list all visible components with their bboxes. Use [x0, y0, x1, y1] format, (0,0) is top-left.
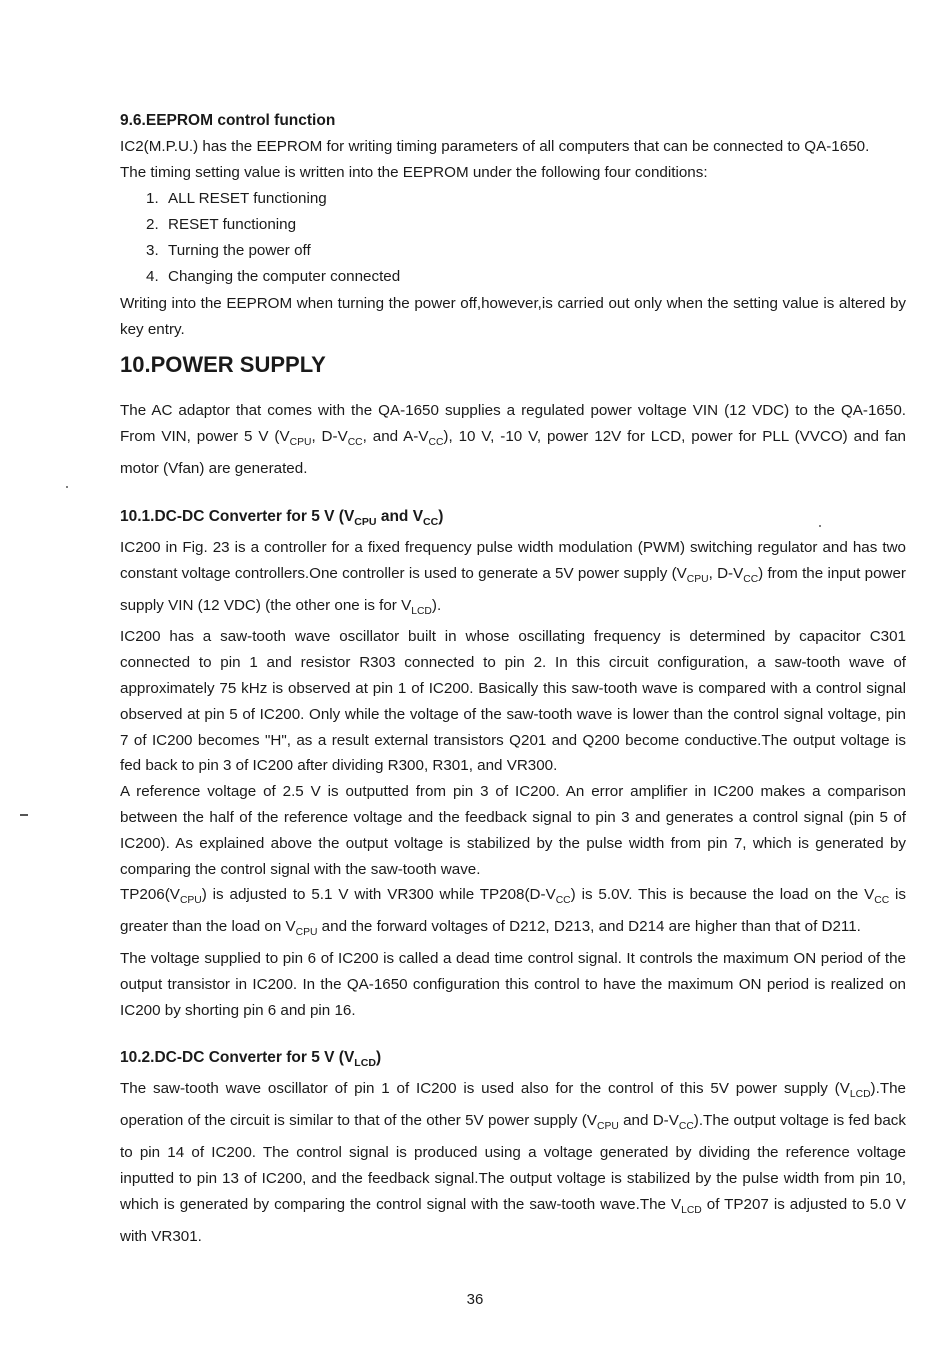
paragraph: IC200 has a saw-tooth wave oscillator built in whose oscillating frequency is determined by capacitor C301 connected to pin 1 and resistor R303 connected to pin 2. In this circuit configuration, a saw-tooth wave of approximately 75 kHz is observed at pin 1 of IC200. Basically this saw-tooth wave is compared with a control signal observed at pin 5 of IC200. Only while the voltage of the saw-tooth wave is lower than the control signal voltage, pin 7 of IC200 becomes "H", as a result external transistors Q201 and Q200 become conductive.The output voltage is fed back to pin 3 of IC200 after dividing R300, R301, and VR300. [120, 628, 906, 775]
section-heading-9-6: 9.6.EEPROM control function [120, 112, 336, 129]
paragraph: The saw-tooth wave oscillator of pin 1 of IC200 is used also for the control of this 5V power supply $(V_{LCD}).The$ operation of the circuit is similar to that of the other 5V power supply ($V_{CPU}$ and $D-V_{CC}).The$ output voltage is fed back to pin 14 of IC200. The control signal is produced using a voltage generated by dividing the reference voltage inputted to pin 13 of IC200, and the feedback signal.The output voltage is stabilized by the pulse width from pin 10, which is generated by comparing the control signal with the saw-tooth wave.The $V_{LCD}$ of TP207 is adjusted to 5.0 V with VR301. [120, 1080, 906, 1245]
paragraph: The AC adaptor that comes with the QA-1650 supplies a regulated power voltage VIN (12 VDC) to the QA-1650. From VIN, power 5 V ($V_{CPU}$, $D-V_{CC}$, and $A-V_{CC}$), 10 V, -10 V, power 12V for LCD, power for PLL (VVCO) and fan motor (Vfan) are generated. [120, 402, 906, 477]
page-number: 36 [466, 1291, 484, 1308]
paragraph: IC2(M.P.U.) has the EEPROM for writing timing parameters of all computers that can be connected to QA-1650. [120, 138, 870, 155]
list-item: 3. Turning the power off [146, 242, 311, 260]
paragraph: A reference voltage of 2.5 V is outputted from pin 3 of IC200. An error amplifier in IC200 makes a comparison between the half of the reference voltage and the feedback signal to pin 3 and generates a control signal (pin 5 of IC200). As explained above the output voltage is stabilized by the pulse width from pin 7, which is generated by comparing the control signal with the saw-tooth wave. [120, 783, 906, 878]
paragraph: The voltage supplied to pin 6 of IC200 is called a dead time control signal. It controls the maximum ON period of the output transistor in IC200. In the QA-1650 configuration this control to have the maximum ON period is realized on IC200 by shorting pin 6 and pin 16. [120, 949, 906, 1019]
document-page [120, 108, 906, 1249]
scan-speck [20, 814, 28, 816]
list-item: 4. Changing the computer connected [146, 268, 401, 286]
section-heading-10-1: 10.1.DC-DC Converter for 5 V ($V_{CPU}$ and $V_{CC}$) [120, 507, 444, 528]
scan-speck [819, 525, 821, 527]
scan-speck [66, 486, 68, 488]
paragraph: $TP206(V_{CPU})$ is adjusted to 5.1 V with VR300 while $TP208(D-V_{CC})$ is 5.0V. This is because the load on the $V_{CC}$ is greater than the load on $V_{CPU}$ and the forward voltages of D212, D213, and D214 are higher than that of D211. [120, 886, 907, 939]
list-item: 2. RESET functioning [146, 215, 297, 233]
section-heading-10-2: 10.2.DC-DC Converter for 5 V $(V_{LCD})$ [120, 1049, 382, 1070]
paragraph: Writing into the EEPROM when turning the power off,however,is carried out only when the setting value is altered by key entry. [120, 294, 906, 338]
conditions-list [120, 186, 906, 291]
list-item: 1. ALL RESET functioning [146, 189, 327, 207]
section-heading-10: 10.POWER SUPPLY [120, 352, 326, 378]
paragraph: IC200 in Fig. 23 is a controller for a fixed frequency pulse width modulation (PWM) switching regulator and has two constant voltage controllers.One controller is used to generate a 5V power supply ($V_{CPU}$, $D-V_{CC}$) from the input power supply VIN (12 VDC) (the other one is for $V_{LCD}$). [120, 538, 906, 617]
paragraph: The timing setting value is written into the EEPROM under the following four conditions: [120, 163, 708, 181]
